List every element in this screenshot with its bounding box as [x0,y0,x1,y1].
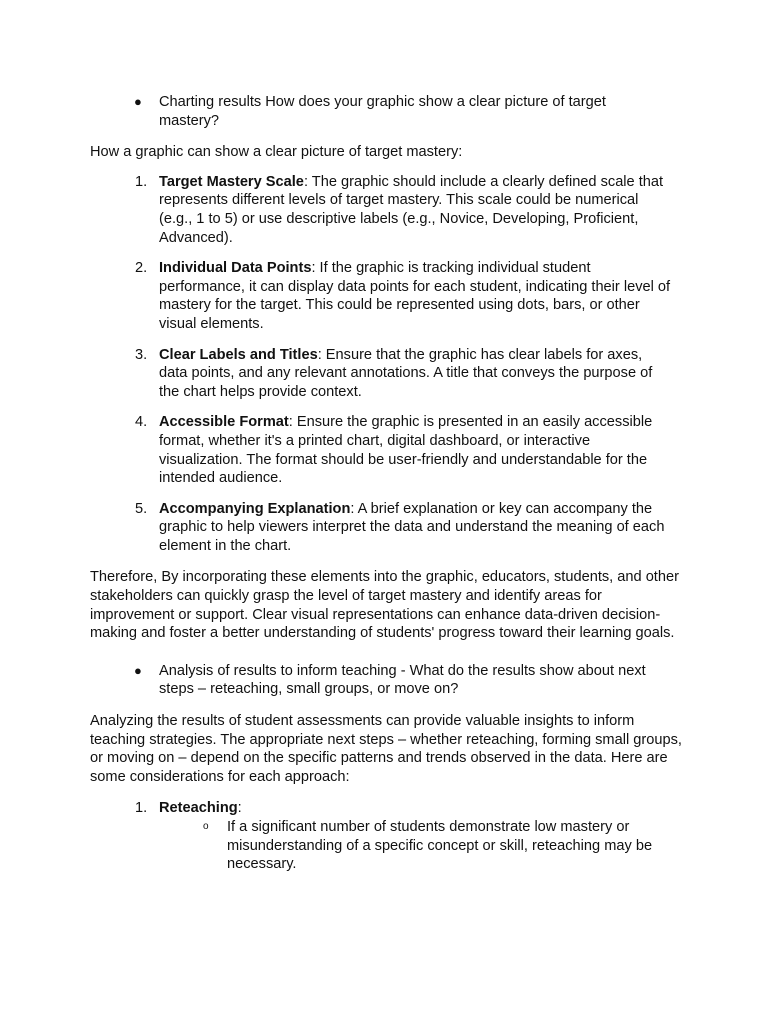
sub-list-item [203,818,667,874]
list-item-text: : If the graphic is tracking individual student performance, it can display data points for each student, indicating their level of mastery for the target. This could be represented using dots, bars, or other visual elements. [159,260,671,332]
section1-intro: How a graphic can show a clear picture of target mastery: [90,144,463,161]
hollow-bullet-icon: o [203,821,209,832]
list-item [135,799,673,873]
list-item [135,173,673,247]
list-number: 5. [135,500,148,517]
numbered-list-next-steps [135,799,673,873]
list-item-term: Target Mastery Scale [159,173,304,190]
list-item-text: : Ensure that the graphic has clear labels for axes, data points, and any relevant annotations. A title that conveys the purpose of the chart helps provide context. [159,346,653,400]
list-item-text: : Ensure the graphic is presented in an easily accessible format, whether it's a printed chart, digital dashboard, or interactive visualization. The format should be user-friendly and understandable for the intended audience. [159,414,653,487]
document-page [90,93,682,874]
list-item [135,346,673,402]
bullet-text: Charting results How does your graphic show a clear picture of target mastery? [159,94,606,129]
list-item [135,259,673,333]
list-item [135,500,673,556]
list-item [135,413,673,487]
bullet-icon: ● [134,94,142,109]
list-item-term: Individual Data Points [159,260,312,277]
bullet-item-charting-results [134,93,659,130]
list-item-text: : A brief explanation or key can accompany the graphic to help viewers interpret the data and understand the meaning of each element in the chart. [159,500,665,554]
list-number: 3. [135,346,148,363]
list-item-text: : The graphic should include a clearly defined scale that represents different levels of target mastery. This scale could be numerical (e.g., 1 to 5) or use descriptive labels (e.g., Novice, Developing, Proficient, Advanced). [159,173,664,246]
list-item-term: Clear Labels and Titles [159,346,318,363]
section2-intro: Analyzing the results of student assessments can provide valuable insights to inform teaching strategies. The appropriate next steps – whether reteaching, forming small groups, or moving on – depend on the specific patterns and trends observed in the data. Here are some considerations for each approach: [90,713,682,785]
list-number: 2. [135,260,148,277]
list-item-term: Accessible Format [159,414,289,431]
list-number: 1. [135,173,148,190]
list-number: 1. [135,800,148,817]
bullet-icon: ● [134,662,142,678]
sub-list-item-text: If a significant number of students demonstrate low mastery or misunderstanding of a specific concept or skill, reteaching may be necessary. [227,819,653,873]
bullet-item-analysis-of-results [134,662,659,699]
bullet-text: Analysis of results to inform teaching - What do the results show about next steps – reteaching, small groups, or move on? [159,662,646,698]
list-item-text: : [237,800,242,817]
list-item-term: Reteaching [159,800,238,817]
list-number: 4. [135,414,148,431]
numbered-list-target-mastery [135,173,673,556]
section1-conclusion: Therefore, By incorporating these elements into the graphic, educators, students, and other stakeholders can quickly grasp the level of target mastery and identify areas for improvement or support. Clear visual representations can enhance data-driven decision-making and foster a better understanding of students' progress toward their learning goals. [90,569,679,642]
sub-list [203,818,667,874]
list-item-term: Accompanying Explanation [159,500,351,517]
